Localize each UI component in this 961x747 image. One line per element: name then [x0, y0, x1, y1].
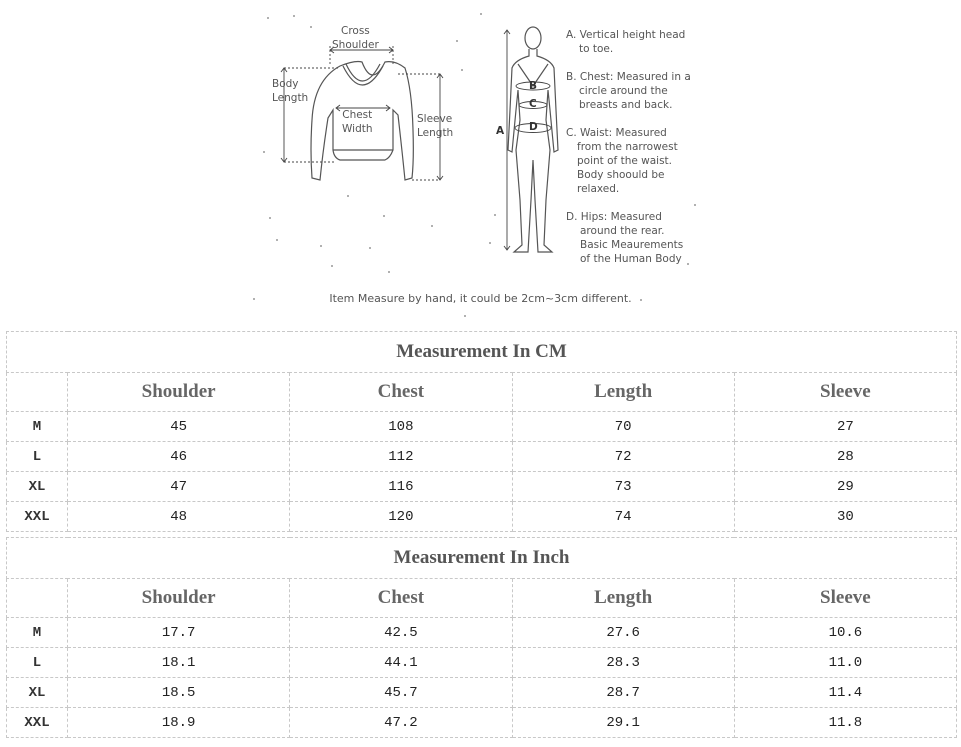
marker-c: C: [529, 98, 537, 110]
table-row: [7, 648, 957, 678]
table-row: [7, 442, 957, 472]
body-figure: [508, 27, 558, 252]
header-sleeve: Sleeve: [734, 373, 956, 412]
value-cell: 18.1: [68, 648, 290, 678]
value-cell: 28.7: [512, 678, 734, 708]
value-cell: 47: [68, 472, 290, 502]
legend-item-c: C. Waist: Measured from the narrowest point of the waist. Body shoould be relaxed.: [566, 127, 678, 195]
value-cell: 45: [68, 412, 290, 442]
chest-width-label: Chest Width: [342, 109, 373, 135]
value-cell: 18.5: [68, 678, 290, 708]
table-row: [7, 502, 957, 532]
legend-item-d: D. Hips: Measured around the rear. Basic Meaurements of the Human Body: [566, 211, 684, 265]
diagram-drawing: [0, 0, 961, 318]
value-cell: 11.8: [734, 708, 956, 738]
inch-measurement-table: [6, 537, 957, 738]
marker-a: A: [496, 125, 505, 137]
size-cell: XL: [7, 678, 68, 708]
value-cell: 10.6: [734, 618, 956, 648]
table-row: [7, 708, 957, 738]
value-cell: 17.7: [68, 618, 290, 648]
table-row: [7, 678, 957, 708]
header-length: Length: [512, 579, 734, 618]
size-cell: XL: [7, 472, 68, 502]
size-cell: L: [7, 648, 68, 678]
size-cell: M: [7, 618, 68, 648]
legend-item-b: B. Chest: Measured in a circle around the breasts and back.: [566, 71, 691, 111]
value-cell: 72: [512, 442, 734, 472]
value-cell: 18.9: [68, 708, 290, 738]
sleeve-length-label: Sleeve Length: [417, 113, 454, 139]
value-cell: 28: [734, 442, 956, 472]
table-row: [7, 618, 957, 648]
header-chest: Chest: [290, 373, 512, 412]
value-cell: 46: [68, 442, 290, 472]
header-chest: Chest: [290, 579, 512, 618]
header-shoulder: Shoulder: [68, 373, 290, 412]
value-cell: 73: [512, 472, 734, 502]
marker-d: D: [529, 121, 538, 133]
cm-measurement-table: [6, 331, 957, 532]
body-length-label: Body Length: [272, 78, 309, 104]
table-row: [7, 472, 957, 502]
measurement-note: Item Measure by hand, it could be 2cm~3cm different.: [329, 292, 632, 305]
value-cell: 116: [290, 472, 512, 502]
value-cell: 44.1: [290, 648, 512, 678]
table-title: Measurement In CM: [7, 332, 957, 373]
value-cell: 108: [290, 412, 512, 442]
measurement-diagram: [0, 0, 961, 318]
value-cell: 30: [734, 502, 956, 532]
value-cell: 27: [734, 412, 956, 442]
marker-b: B: [529, 80, 538, 92]
value-cell: 74: [512, 502, 734, 532]
header-shoulder: Shoulder: [68, 579, 290, 618]
size-cell: XXL: [7, 708, 68, 738]
header-row: [7, 579, 957, 618]
legend-item-a: A. Vertical height head to toe.: [566, 29, 686, 55]
size-cell: M: [7, 412, 68, 442]
value-cell: 70: [512, 412, 734, 442]
cross-shoulder-label: Cross Shoulder: [332, 25, 379, 51]
header-length: Length: [512, 373, 734, 412]
value-cell: 112: [290, 442, 512, 472]
value-cell: 27.6: [512, 618, 734, 648]
value-cell: 11.0: [734, 648, 956, 678]
header-row: [7, 373, 957, 412]
size-cell: L: [7, 442, 68, 472]
value-cell: 45.7: [290, 678, 512, 708]
header-size: [7, 373, 68, 412]
value-cell: 120: [290, 502, 512, 532]
value-cell: 48: [68, 502, 290, 532]
value-cell: 29: [734, 472, 956, 502]
value-cell: 11.4: [734, 678, 956, 708]
value-cell: 29.1: [512, 708, 734, 738]
value-cell: 47.2: [290, 708, 512, 738]
table-title: Measurement In Inch: [7, 538, 957, 579]
table-row: [7, 412, 957, 442]
header-sleeve: Sleeve: [734, 579, 956, 618]
value-cell: 42.5: [290, 618, 512, 648]
value-cell: 28.3: [512, 648, 734, 678]
size-cell: XXL: [7, 502, 68, 532]
header-size: [7, 579, 68, 618]
